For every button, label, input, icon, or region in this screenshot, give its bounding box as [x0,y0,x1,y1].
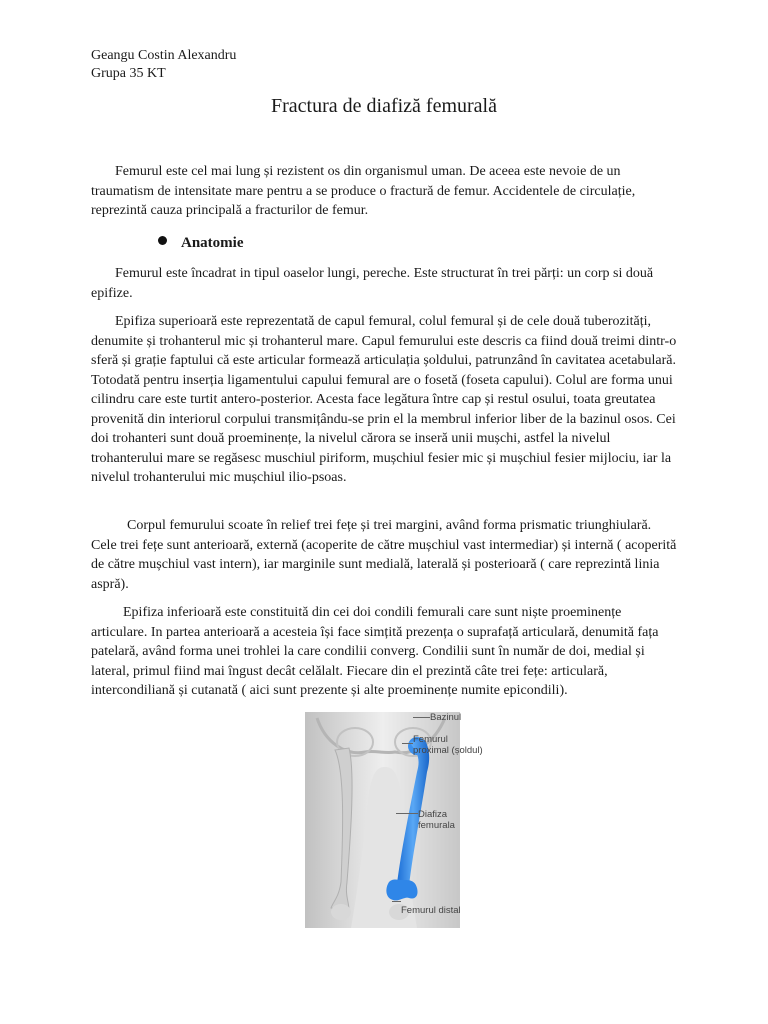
paragraph-4: Epifiza inferioară este constituită din cei doi condili femurali care sunt niște proeminențe articulare. In partea anterioară a acesteia își face simțită prezența o suprafață articulară, denumită fața patelară, având forma unei trohlei la care condilii converg. Condilii sunt în număr de doi, medial și lateral, primul fiind mai îngust decât celălalt. Fiecare din el prezintă câte trei fețe: articulară, intercondiliană și cutanată ( aici sunt prezente și alte proeminențe numite epicondili). [91,605,659,698]
leader-line [402,743,413,744]
paragraph-3: Corpul femurului scoate în relief trei fețe și trei margini, având forma prismatic triunghiulară. Cele trei fețe sunt anterioară, externă (acoperite de către mușchiul vast intermediar) și internă ( acoperită de către mușchiul vast intern), iar marginile sunt medială, laterală și posterioară ( care reprezintă linia aspră). [91,518,677,592]
label-bazinul: Bazinul [430,712,462,723]
leader-line [413,717,430,718]
label-femur-proximal: Femurul proximal (șoldul) [413,734,483,756]
label-diafiza: Diafiza femurala [418,809,455,831]
author-name: Geangu Costin Alexandru [91,48,237,63]
bullet-icon [158,236,167,245]
section-heading-text: Anatomie [181,235,244,251]
paragraph-2: Epifiza superioară este reprezentată de capul femural, colul femural și de cele două tuberozități, denumite și trohanterul mic și trohanterul mare. Capul femurului este descris ca fiind două treimi dintr-o sferă și grație faptului că este articular formează articulația șoldului, patrunzând în cavitatea acetabulară. Totodată pentru inserția ligamentului capului femural are o fosetă (foseta capului). Colul are forma unui cilindru care este turtit antero-posterior. Acesta face legătura între cap și restul osului, toata greutatea provenită din interiorul corpului transmițându-se prin el la membrul inferior liber de la bazinul osos. Cei doi trohanteri sunt două proeminențe, la nivelul cărora se inseră unii mușchi, astfel la nivelul trohanterului mare se regăsesc muschiul piriform, mușchiul fesier mic și mușchiul fesier mijlociu, iar la nivelul trohanterului mic mușchiul ilio-psoas. [91,314,677,485]
paragraph-1: Femurul este încadrat in tipul oaselor lungi, pereche. Este structurat în trei părți: un corp si două epifize. [91,266,654,301]
group-name: Grupa 35 KT [91,66,166,81]
section-heading [158,233,244,253]
leader-line [396,813,418,814]
leader-line [392,901,401,902]
intro-paragraph: Femurul este cel mai lung și rezistent os din organismul uman. De aceea este nevoie de un traumatism de intensitate mare pentru a se produce o fractură de femur. Accidentele de circulație, reprezintă cauza principală a fracturilor de femur. [91,164,636,218]
author-block [91,47,236,83]
label-femur-distal: Femurul distal [401,905,461,916]
page-title: Fractura de diafiză femurală [271,95,497,117]
